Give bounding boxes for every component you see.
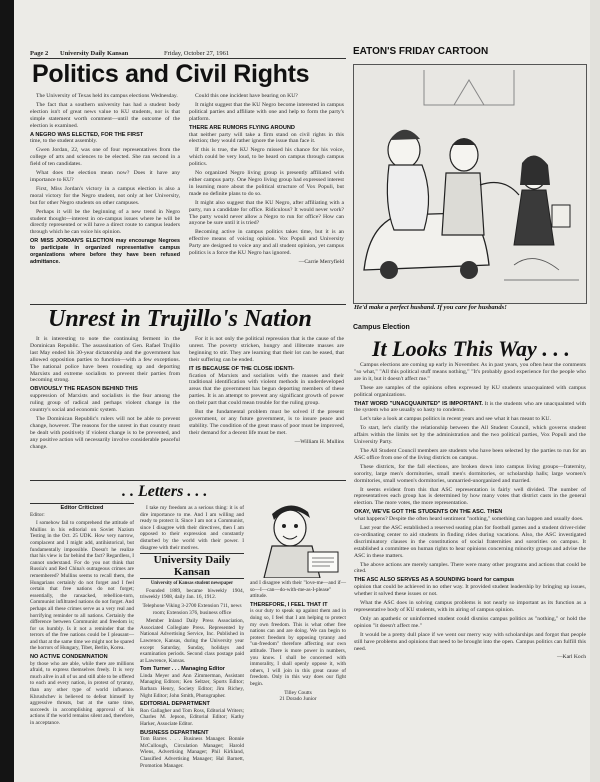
letter-subhead: THEREFORE, I FEEL THAT IT (250, 601, 328, 608)
election-p: opinion that could be achieved in no other way. It provided student leadership by bringing up issues, whether it solved these issues or not. (354, 584, 586, 598)
election-subhead: THAT WORD "UNACQUAINTED" IS IMPORTANT. (354, 400, 483, 407)
letter-p: and I disagree with their "love-me—and if—so—I—can—do-with-me-as-I-please" attitude. (250, 580, 346, 600)
masthead-sub: University of Kansas student newspaper (150, 581, 234, 587)
election-subhead-text: It is the students who are unacquainted with the system who are usually so hasty to condemn. (354, 400, 586, 414)
trujillo-subhead: OBVIOUSLY THE REASON BEHIND THIS (30, 386, 138, 393)
staff-heading: Tom Turner . . . Managing Editor (140, 666, 225, 673)
trujillo-p: fication of Marxists and socialists with the masses and their traditional identification with violent methods in underdeveloped areas that the government has begun deporting members of these parties. It is an attempt to prevent any significant growth of power on their part that could mean trouble for the ruling group. (189, 372, 344, 407)
election-p: These districts, for the fall elections, are broken down into campus living groups—fraternity, sorority, large men's dormitories, small men's dormitories, or scholarship halls; large women's dormitories, small women's dormitories, unmarried-unorganized and married. (354, 463, 586, 484)
election-p: It would be a pretty dull place if we went our merry way with scholarships and forgot that people still have problems and opinions that need to be brought into the open. Campus politics can fulfill this need. (354, 631, 586, 652)
section-rule (30, 480, 346, 481)
trujillo-p: But the fundamental problem must be solved if the present government, or any future government, is to insure peace and stability. The condition of the great mass of poor must be improved, their demand for a decent life must be met. (189, 409, 344, 436)
letter-p: I somehow fail to comprehend the attitude of Mullins in his editorial on Soviet Nazism Testing in the Oct. 25 UDK. How very narrow, complacent and I might add, antihistorical, but fundamentally impossible. Doesn't he realize that his view is far behind the fact? Regardless, I cannot understand. For do you not think that Russia's and Red China's outrageous crimes are remembered? Mullins seems to recall them, the Hungarians certainly do not forget and I feel certain that free nations do not forget; essentially, the ransacked, rebellion-torn, Communist infiltrated nations do not forget. And perhaps all these crimes serve as a very real and horrifying reminder to all nations. Certainly the difference between Communist and freedom is; for us humbly. Is it not a reminder that the terrors of the free nations could be I pleasant—and that at the same time we might not be spared the horrors of Hungary, Tibet, Berlin, Korea. (30, 520, 134, 652)
politics-p: Perhaps it will be the beginning of a new trend in Negro student thought—interest in on-campus issues where he will be directly represented or will have a direct route to campus leaders through which he can voice his opinion. (30, 208, 180, 236)
politics-p: Could this one incident have bearing on KU? (195, 93, 298, 99)
politics-p: No organized Negro living group is presently affiliated with either campus party. One Negro living group had expressed interest in learning more about the political structure of Vox Populi, but made no definite plans to do so. (189, 170, 344, 197)
trujillo-p: suppression of Marxists and socialists is the fear among the ruling group of radical and perhaps violent change in the country's social and economic system. (30, 393, 180, 414)
trujillo-p: It is interesting to note the continuing ferment in the Dominican Republic. The assassination of Gen. Rafael Trujillo last May ended his 30-year dictatorship and the government has allowed opposition parties to function—with a few exceptions. The national police have been rounding up and deporting Marxists and extreme socialists to prevent their parties from becoming strong. (30, 336, 180, 384)
politics-headline: Politics and Civil Rights (32, 60, 310, 88)
election-p: what happens? Despite the often heard sentiment "nothing," something can happen and usually does. (354, 516, 584, 523)
trujillo-headline: Unrest in Trujillo's Nation (48, 306, 312, 332)
letter-title: Editor Criticized (60, 505, 104, 511)
election-signature: —Karl Koch (556, 654, 586, 661)
trujillo-col1 (30, 336, 180, 453)
politics-subhead: OR MISS JORDAN'S ELECTION may encourage Negroes to participate in organized representative campus organizations where before they have been refused admittance. (30, 238, 180, 265)
politics-p: that neither party will take a firm stand on civil rights in this election; they would rather ignore the issue than face it. (189, 131, 344, 145)
politics-signature: —Carrie Merryfield (298, 258, 344, 265)
election-p: Only an apathetic or uninformed student could dismiss campus politics as "nothing," or hold the opinion "it doesn't affect me." (354, 615, 586, 629)
letter-p: I take my freedom as a serious thing: it is of dire importance to me. And I am willing and ready to protect it. Since I am not a Communist, since I disagree with their directives, then I am opposed to their expression and constantly disturbed by the world with their power. I disagree with their motives. (140, 505, 244, 551)
politics-p: Becoming active in campus politics takes time, but it is an effective means of voicing opinion. Vox Populi and University Party are designed to voice any and all student opinion, yet campus politics is a force the KU Negro has ignored. (189, 229, 344, 257)
politics-p: First, Miss Jordan's victory in a campus election is also a moral victory for the Negro student, not only at her University, but for other Negro students on other campuses. (30, 185, 180, 206)
election-p: It seems evident from this that ASC representation is fairly well divided. The number of representatives each group has is determined by how many votes that district casts in the general election. The more votes, the more representation. (354, 486, 586, 507)
masthead-text: Telephone Viking 3-2700 Extension 711, news room; Extension 376, business office (142, 602, 242, 616)
election-p: To start, let's clarify the relationship between the All Student Council, which governs student affairs within the limits set by the administration and the two political parties, Vox Populi and the University Party. (354, 425, 586, 446)
staff-heading: EDITORIAL DEPARTMENT (140, 701, 210, 708)
letter-signature-affiliation: 21 Dorado Junior (279, 696, 317, 703)
election-p: The All Student Council members are students who have been selected by the parties to run for an ASC office from one of the living districts on campus. (354, 447, 586, 461)
letter-signature: Tilley Coutts (284, 689, 312, 696)
masthead-text: Member Inland Daily Press Association, Associated Collegiate Press. Represented by National Advertising Service, Inc. Published in Lawrence, Kansas, during the University year except Saturday, Sunday, holidays and examination periods. Second class postage paid at Lawrence, Kansas. (140, 618, 244, 664)
election-p: These are samples of the opinions often expressed by KU students unacquainted with campus political organizations. (354, 384, 586, 398)
letter-subhead: NO ACTIVE CONDEMNATION (30, 654, 108, 661)
trujillo-col2 (189, 336, 344, 446)
election-subhead: THE ASC ALSO SERVES AS A SOUNDING board for campus (354, 577, 515, 584)
newspaper-page (14, 0, 600, 782)
page-label: Page 2 (30, 50, 49, 57)
adjacent-page-edge (590, 0, 600, 782)
figure-drawing (250, 504, 346, 578)
politics-p: Gwen Jordan, 22, was one of four representatives from the college of arts and sciences to be elected. She ran second in a field of ten candidates. (30, 147, 180, 168)
election-section-label: Campus Election (353, 324, 410, 331)
trujillo-p: The Dominican Republic's rulers will not be able to prevent change, however. The reasons for the unrest in that country must be dealt with positively if violent change is to be prevented, and any positive action will necessarily involve considerable peaceful change. (30, 415, 180, 450)
cartoon-caption: He'd make a perfect husband. If you care for husbands! (354, 304, 507, 311)
election-p: Let's take a look at campus politics in recent years and see what it has meant to KU. (360, 416, 551, 423)
politics-p: time, to the student assembly. (30, 138, 98, 145)
election-subhead: OKAY, WE'VE GOT THE STUDENTS ON THE ASC. THEN (354, 509, 503, 516)
cartoon-drawing (354, 65, 586, 303)
politics-p: The University of Texas held its campus elections Wednesday. (36, 93, 178, 99)
politics-p: It might suggest that the KU Negro become interested in campus political parties and affiliate with one and help to form the party's platform. (189, 101, 344, 122)
staff-text: Tom Barres . . . Business Manager. Bonnie McCullough, Circulation Manager; Harold Wiens, Advertising Manager; Phil Kirkland, Classified Advertising Manager; Hal Barnett, Promotion Manager. (140, 736, 244, 769)
politics-col1 (30, 93, 180, 265)
politics-p: It might also suggest that the KU Negro, after affiliating with a party, run a candidate for office. Ridiculous? It would never work? The party would never allow a Negro to run for office? How can anyone be sure until it is tried? (189, 199, 344, 227)
header-rule (30, 58, 346, 59)
editorial-cartoon (353, 64, 587, 304)
trujillo-p: For it is not only the political repression that is the cause of the unrest. The poverty stricken, hungry and illiterate masses are beginning to stir. They are learning that their lot can be eased, that their suffering can be ended. (189, 336, 344, 363)
staff-text: Linda Meyer and Ann Zimmerman, Assistant Managing Editors; Ken Seltzer, Sports Editor; Barbara Henry, Society Editor; Jim Richey, Night Editor; John Smith, Photographer. (140, 672, 244, 699)
politics-subhead: THERE ARE RUMORS FLYING AROUND (189, 124, 295, 131)
trujillo-subhead: IT IS BECAUSE OF THE CLOSE IDENTI- (189, 365, 295, 372)
letter-p: by those who are able, while there are millions afraid, to express themselves freely. It is very much alive in all of us and still able to be offered to each and every nation, in protest of tyranny, than any other type of world influence. Khrushchev is believed to defeat himself by aggressive threats, but at the same time, succeeds in accomplishing approval of his actions if the world remains silent and, therefore, in acceptance. (30, 660, 134, 726)
section-rule (30, 304, 346, 305)
election-p: The above actions are merely samples. There were many other programs and actions that could be cited. (354, 561, 586, 575)
election-p: Campus elections are coming up early in November. As in past years, you often hear the comments "so what," "All this political stuff means nothing," "It's probably good experience for the people who are in it, but it doesn't affect me." (354, 362, 586, 382)
election-p: What the ASC does in solving campus problems is not nearly so important as its function as a representative body of KU students, with its airing of campus opinion. (354, 600, 586, 613)
cartoon-section-title: EATON'S FRIDAY CARTOON (353, 46, 489, 57)
letters-rule (30, 503, 134, 504)
politics-p: The fact that a southern university has had a student body election isn't of great news value to KU students, nor is that simple statement worth comment—until the outcome of the election is examined. (30, 101, 180, 129)
election-column (354, 362, 586, 661)
letters-illustration (250, 504, 346, 578)
issue-date: Friday, October 27, 1961 (164, 50, 230, 57)
staff-text: Ron Gallagher and Tom Ross, Editorial Writers; Charles M. Jepson, Editorial Editor; Kathy Harker, Associate Editor. (140, 707, 244, 728)
politics-p: What does the election mean now? Does it have any importance to KU? (30, 170, 180, 183)
letter-salutation: Editor: (30, 511, 45, 518)
letters-col2 (140, 505, 244, 771)
masthead-title: University Daily Kansan (140, 553, 244, 579)
letters-col3 (250, 580, 346, 703)
politics-subhead: A NEGRO WAS ELECTED, FOR THE FIRST (30, 131, 144, 138)
masthead-text: Founded 1889, became biweekly 1904, triweekly 1908, daily Jan. 16, 1912. (140, 587, 244, 601)
paper-name: University Daily Kansan (60, 50, 129, 57)
politics-col2 (189, 93, 344, 266)
election-p: Last year the ASC established a reserved seating plan for football games and a student driver-rider co-ordinating center to aid students in finding rides during vacations. Also, the ASC investigated discriminatory clauses in the constitutions of social fraternities and sororities on campus. It established a committee on human rights to hear opinions concerning minority groups and advise the ASC in these matters. (354, 525, 586, 559)
letters-col1 (30, 505, 134, 729)
letters-heading: . . Letters . . . (122, 483, 208, 500)
politics-p: If this is true, the KU Negro missed his chance for his voice, which could be very loud, to be heard on campus through campus politics. (189, 147, 344, 168)
letter-p: is our duty to speak up against them and in doing so, I feel that I am helping to protect my own freedom. This is what other free nations can and are doing. We can begin to protect freedom by opposing tyranny and "un-freedom" therefore affecting our own attitude. There is more power in numbers, you know. I shall be concerned with immorality, I shall openly oppose it, with others, I will join in this great cause of freedom. Only in this way does our fight begin. (250, 608, 346, 687)
trujillo-signature: —William H. Mullins (294, 438, 344, 445)
staff-heading: BUSINESS DEPARTMENT (140, 729, 209, 736)
election-headline: It Looks This Way . . . (372, 336, 570, 361)
